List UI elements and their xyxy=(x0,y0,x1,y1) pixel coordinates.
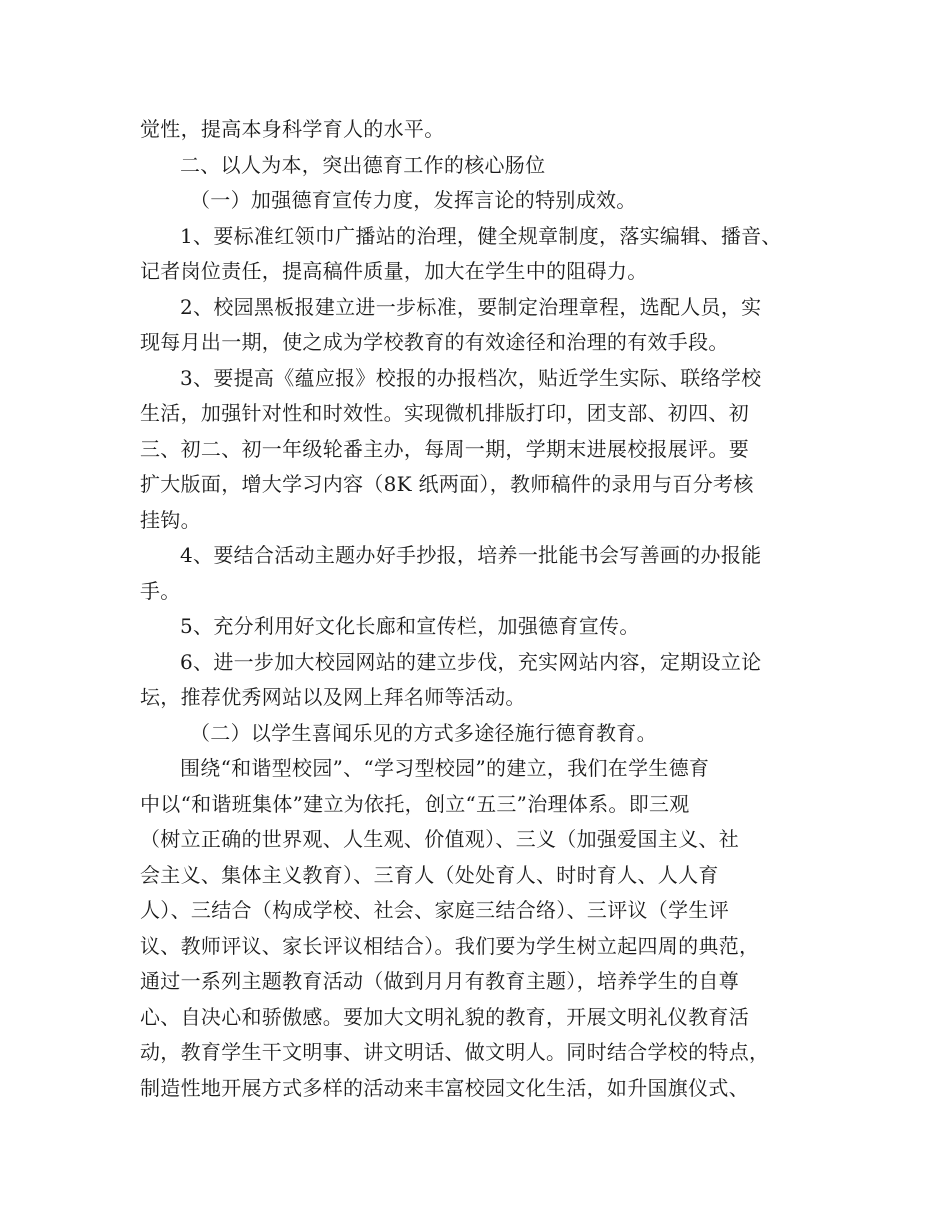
text-line: 2、校园黑板报建立进一步标准，要制定治理章程，选配人员，实 xyxy=(180,294,762,319)
text-line: 4、要结合活动主题办好手抄报，培养一批能书会写善画的办报能 xyxy=(180,543,762,567)
text-line: 记者岗位责任，提高稿件质量，加大在学生中的阻碍力。 xyxy=(140,259,648,283)
subsection-heading: （一）加强德育宣传力度，发挥言论的特别成效。 xyxy=(190,188,637,212)
text-line: 扩大版面，增大学习内容（8K 纸两面），教师稿件的录用与百分考核 xyxy=(140,472,754,496)
document-body xyxy=(140,112,812,1106)
text-line: 制造性地开展方式多样的活动来丰富校园文化生活，如升国旗仪式、 xyxy=(140,1075,749,1100)
text-line: 心、自决心和骄傲感。要加大文明礼貌的教育，开展文明礼仪教育活 xyxy=(140,1004,749,1029)
text-line: 手。 xyxy=(140,578,181,603)
text-line: 觉性，提高本身科学育人的水平。 xyxy=(140,117,445,141)
text-line: 三、初二、初一年级轮番主办，每周一期，学期末进展校报展评。要 xyxy=(140,436,749,461)
text-line: 6、进一步加大校园网站的建立步伐，充实网站内容，定期设立论 xyxy=(180,649,762,674)
text-line: 中以“和谐班集体”建立为依托，创立“五三”治理体系。即三观 xyxy=(140,791,690,816)
subsection-heading: （二）以学生喜闻乐见的方式多途径施行德育教育。 xyxy=(190,720,657,745)
text-line: 坛，推荐优秀网站以及网上拜名师等活动。 xyxy=(140,685,526,709)
text-line: 现每月出一期，使之成为学校教育的有效途径和治理的有效手段。 xyxy=(140,330,729,354)
text-line: 动，教育学生干文明事、讲文明话、做文明人。同时结合学校的特点， xyxy=(140,1040,770,1064)
text-line: （树立正确的世界观、人生观、价值观）、三义（加强爱国主义、社 xyxy=(140,827,739,851)
text-line: 5、充分利用好文化长廊和宣传栏，加强德育宣传。 xyxy=(180,614,640,638)
text-line: 1、要标准红领巾广播站的治理，健全规章制度，落实编辑、播音、 xyxy=(180,223,782,248)
text-line: 挂钩。 xyxy=(140,507,201,532)
section-heading: 二、以人为本，突出德育工作的核心肠位 xyxy=(180,152,546,177)
text-line: 3、要提高《蕴应报》校报的办报档次，贴近学生实际、联络学校 xyxy=(180,365,762,390)
text-line: 人）、三结合（构成学校、社会、家庭三结合络）、三评议（学生评 xyxy=(140,898,729,922)
text-line: 会主义、集体主义教育）、三育人（处处育人、时时育人、人人育 xyxy=(140,862,719,887)
text-line: 生活，加强针对性和时效性。实现微机排版打印，团支部、初四、初 xyxy=(140,401,749,425)
text-line: 议、教师评议、家长评议相结合）。我们要为学生树立起四周的典范， xyxy=(140,933,760,958)
text-line: 围绕“和谐型校园”、“学习型校园”的建立，我们在学生德育 xyxy=(180,756,710,780)
text-line: 通过一系列主题教育活动（做到月月有教育主题），培养学生的自尊 xyxy=(140,969,739,993)
